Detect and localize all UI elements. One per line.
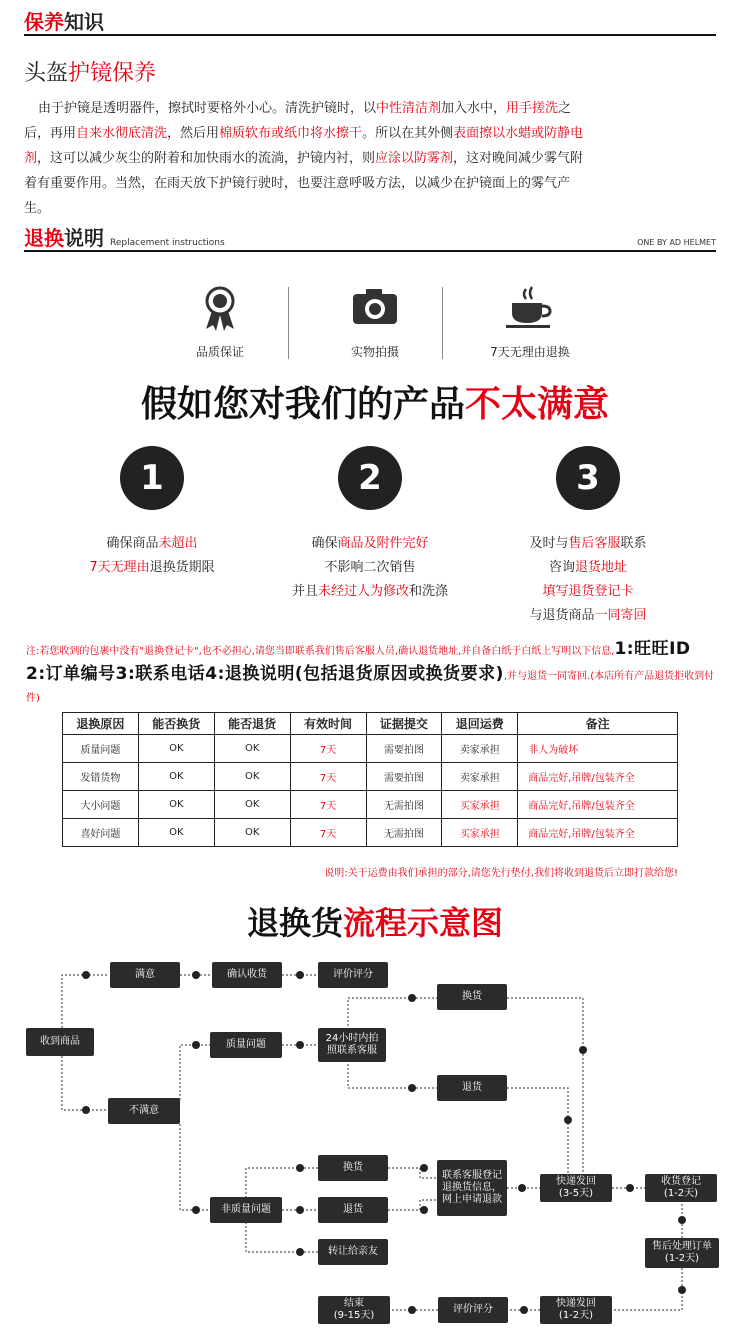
table-cell-exchange: OK [138,819,214,847]
care-text: 由于护镜是透明器件，擦拭时要格外小心。清洗护镜时，以 [38,101,377,116]
step-line [42,556,262,580]
care-text: 。所以在其外侧 [362,126,454,141]
table-cell-time: 7天 [290,735,366,763]
table-cell-freight: 买家承担 [442,819,518,847]
step-line [478,580,698,604]
step-highlight-text: 售后客服 [568,536,621,551]
step-line [260,532,480,556]
step-text: 确保 [311,536,338,551]
flow-ship-back-2: 快递发回 (1-2天) [540,1296,612,1324]
flow-contact-24h: 24小时内拍照联系客服 [318,1028,386,1062]
table-cell-exchange: OK [138,763,214,791]
step-text: 及时与 [529,536,569,551]
step-number-badge: 3 [556,446,620,510]
flow-review-1: 评价评分 [318,962,388,988]
guarantee-photo [305,285,445,359]
flow-refund-top: 退货 [437,1075,507,1101]
flow-confirm-receipt: 确认收货 [212,962,282,988]
table-cell-proof: 需要拍图 [366,763,442,791]
step-text: 不影响二次销售 [324,560,416,575]
step-text: 联系 [620,536,647,551]
table-cell-time: 7天 [290,819,366,847]
flow-title: 退换货流程示意图 [246,904,504,942]
flow-review-2: 评价评分 [438,1297,508,1323]
step-number-badge: 1 [120,446,184,510]
step-highlight-text: 商品及附件完好 [337,536,429,551]
table-cell-proof: 无需拍图 [366,791,442,819]
step-1-text [42,532,262,580]
step-text: 与退货商品 [529,608,595,623]
table-cell-refund: OK [214,791,290,819]
returns-section-header [24,222,716,252]
step-line [478,532,698,556]
return-note-send: ,并与退货一同寄回. [503,671,591,682]
table-row [63,819,678,847]
table-cell-reason: 质量问题 [63,735,139,763]
table-header-cell: 能否换货 [138,713,214,735]
step-highlight-text: 未超出 [158,536,198,551]
returns-section-title-red: 退换 [24,226,64,250]
guarantee-quality [150,285,290,359]
care-title: 头盔护镜保养 [24,61,157,86]
step-text: 并且 [291,584,318,599]
care-section-title-red: 保养 [24,10,64,34]
return-note-intro: 注:若您收到的包裹中没有"退换登记卡",也不必担心,请您当即联系我们售后客服人员,确认退货地址,并自备白纸于白纸上写明以下信息, [26,646,615,657]
care-highlight-text: 应涂以防雾剂 [375,151,454,166]
step-line [478,556,698,580]
flow-cs-register: 联系客服登记退换货信息，网上申请退款 [437,1160,507,1216]
step-text: 咨询 [548,560,575,575]
step-2-text [260,532,480,604]
flow-after-sales: 售后处理订单 (1-2天) [645,1238,719,1268]
step-line [260,580,480,604]
returns-section-brand: ONE BY AD HELMET [637,238,716,247]
guarantee-quality-label: 品质保证 [195,345,244,359]
return-policy-table [62,712,678,847]
care-text: ，这可以减少灰尘的附着和加快雨水的流淌，护镜内衬，则 [37,151,376,166]
flow-ship-back-1: 快递发回 (3-5天) [540,1174,612,1202]
step-3 [478,446,698,628]
care-highlight-text: 中性清洁剂 [376,101,442,116]
flow-unsatisfied: 不满意 [108,1098,180,1124]
care-text: ，这对晚间减少雾气附着有重要作用。当然，在雨天放下护镜行驶时，也要注意呼吸方法，以减少在护镜面上的雾气产生。 [24,151,584,216]
table-row [63,791,678,819]
flow-transfer-friends: 转让给亲友 [318,1239,388,1265]
flow-exchange-mid: 换货 [318,1155,388,1181]
table-row [63,735,678,763]
guarantee-7day [460,285,600,359]
step-3-text [478,532,698,628]
returns-section-title-black: 说明 [64,226,104,250]
table-cell-time: 7天 [290,763,366,791]
divider [288,287,289,359]
table-cell-remark: 非人为破坏 [518,735,678,763]
care-text: ，然后用 [167,126,220,141]
care-highlight-text: 棉质软布或纸巾将水擦干 [219,126,363,141]
step-line [260,556,480,580]
table-header-cell: 有效时间 [290,713,366,735]
guarantee-7day-label: 7天无理由退换 [490,345,570,359]
table-cell-proof: 无需拍图 [366,819,442,847]
care-highlight-text: 自来水彻底清洗 [76,126,168,141]
return-note-cod: (本店所有产品退货拒收到付件) [26,671,715,704]
table-cell-reason: 大小问题 [63,791,139,819]
ribbon-award-icon [200,285,240,333]
shipping-note: 说明:关于运费由我们承担的部分,请您先行垫付,我们将收到退货后立即打款给您! [324,868,678,879]
step-text: 退换货期限 [149,560,215,575]
flow-connectors [0,950,750,1340]
flow-non-quality-issue: 非质量问题 [210,1197,282,1223]
table-cell-refund: OK [214,735,290,763]
camera-icon [350,285,400,329]
flow-satisfied: 满意 [110,962,180,988]
step-2 [260,446,480,604]
table-cell-time: 7天 [290,791,366,819]
table-cell-reason: 喜好问题 [63,819,139,847]
table-header-row [63,713,678,735]
flow-refund-mid: 退货 [318,1197,388,1223]
table-cell-freight: 卖家承担 [442,735,518,763]
table-header-cell: 备注 [518,713,678,735]
care-section-header [24,6,716,36]
flow-exchange-top: 换货 [437,984,507,1010]
flow-receive-register: 收货登记 (1-2天) [645,1174,717,1202]
flow-received: 收到商品 [26,1028,94,1056]
returns-section-subtitle: Replacement instructions [110,238,225,248]
divider [442,287,443,359]
table-cell-refund: OK [214,763,290,791]
care-highlight-text: 用手搓洗 [506,101,559,116]
flow-end: 结束 (9-15天) [318,1296,390,1324]
care-text: 加入水中， [441,101,507,116]
step-line [478,604,698,628]
step-1 [42,446,262,580]
table-cell-remark: 商品完好,吊牌/包装齐全 [518,819,678,847]
table-cell-reason: 发错货物 [63,763,139,791]
table-cell-remark: 商品完好,吊牌/包装齐全 [518,791,678,819]
table-header-cell: 退回运费 [442,713,518,735]
return-note [26,638,716,710]
step-highlight-text: 退货地址 [575,560,628,575]
care-text: 之后，再用 [24,101,572,141]
step-text: 确保商品 [106,536,159,551]
step-highlight-text: 填写退货登记卡 [542,584,634,599]
guarantee-icon-row [150,285,600,365]
step-text: 和洗涤 [409,584,449,599]
step-line [42,532,262,556]
step-highlight-text: 未经过人为修改 [317,584,409,599]
table-cell-exchange: OK [138,735,214,763]
headline: 假如您对我们的产品不太满意 [140,384,610,425]
table-cell-proof: 需要拍图 [366,735,442,763]
table-header-cell: 能否退货 [214,713,290,735]
return-note-required-info: 1:旺旺ID 2:订单编号3:联系电话4:退换说明(包括退货原因或换货要求) [26,639,691,684]
step-highlight-text: 7天无理由 [89,560,150,575]
table-header-cell: 证据提交 [366,713,442,735]
table-row [63,763,678,791]
table-cell-exchange: OK [138,791,214,819]
table-cell-freight: 买家承担 [442,791,518,819]
guarantee-photo-label: 实物拍摄 [350,345,399,359]
step-number-badge: 2 [338,446,402,510]
step-highlight-text: 一同寄回 [594,608,647,623]
table-header-cell: 退换原因 [63,713,139,735]
care-highlight-text: 表面擦以水蜡或防静电剂 [24,126,584,166]
care-section-title-black: 知识 [64,10,104,34]
table-cell-remark: 商品完好,吊牌/包装齐全 [518,763,678,791]
care-body-text [24,96,584,221]
table-cell-refund: OK [214,819,290,847]
coffee-cup-icon [500,285,560,333]
flow-quality-issue: 质量问题 [210,1032,282,1058]
table-cell-freight: 卖家承担 [442,763,518,791]
